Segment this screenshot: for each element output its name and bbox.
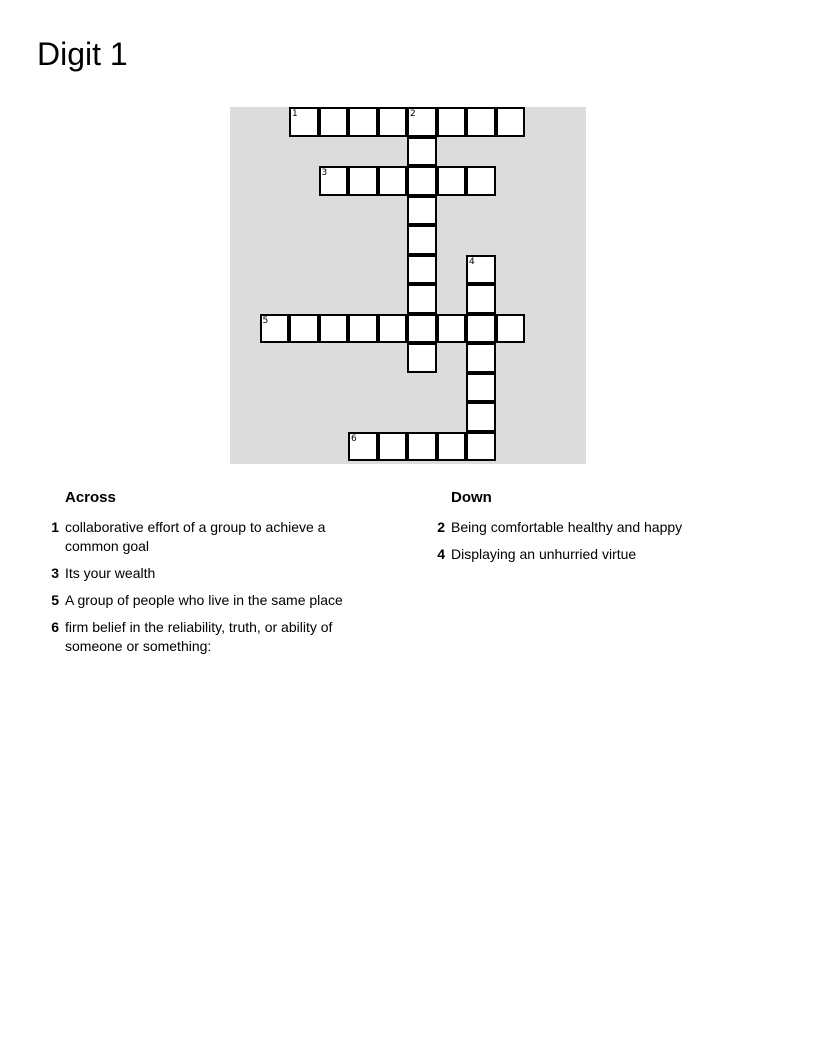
grid-cell[interactable]: [348, 314, 378, 344]
grid-cell[interactable]: [437, 432, 467, 462]
grid-cell[interactable]: [260, 314, 290, 344]
grid-cell[interactable]: [319, 314, 349, 344]
grid-cell[interactable]: [407, 314, 437, 344]
grid-cell[interactable]: [466, 432, 496, 462]
cell-number: 2: [410, 109, 416, 119]
grid-cell[interactable]: [466, 166, 496, 196]
across-clues: [40, 487, 380, 664]
down-clues: [426, 487, 726, 572]
clue-item: [40, 591, 380, 610]
cell-number: 4: [469, 256, 475, 267]
clue-number: 6: [51, 619, 59, 635]
grid-cell[interactable]: [407, 225, 437, 255]
grid-cell[interactable]: [466, 314, 496, 344]
grid-cell[interactable]: [466, 255, 496, 285]
grid-cell[interactable]: [466, 284, 496, 314]
grid-cell[interactable]: [437, 166, 467, 196]
page-title: Digit 1: [37, 36, 128, 72]
grid-cell[interactable]: [319, 166, 349, 196]
clue-number: 2: [437, 519, 445, 535]
clue-item: [40, 518, 380, 556]
grid-cell[interactable]: [407, 284, 437, 314]
clue-item: [426, 518, 726, 537]
grid-cell[interactable]: [437, 314, 467, 344]
cell-number: 3: [321, 168, 328, 178]
clue-text: A group of people who live in the same place: [65, 592, 343, 608]
grid-cell[interactable]: [466, 373, 496, 403]
clue-number: 3: [51, 565, 59, 581]
grid-cell[interactable]: [378, 107, 408, 137]
clue-text: Displaying an unhurried virtue: [451, 546, 637, 562]
grid-cell[interactable]: [437, 107, 467, 137]
grid-cell[interactable]: [407, 137, 437, 167]
clue-text: Being comfortable healthy and happy: [451, 519, 683, 535]
grid-cell[interactable]: [407, 255, 437, 285]
grid-cell[interactable]: [407, 343, 437, 373]
grid-cell[interactable]: [319, 107, 349, 137]
grid-cell[interactable]: [407, 166, 437, 196]
grid-cell[interactable]: [348, 107, 378, 137]
clue-text: collaborative effort of a group to achieve a common goal: [65, 519, 326, 554]
grid-cell[interactable]: [348, 166, 378, 196]
clue-number: 1: [51, 519, 59, 535]
clue-item: [40, 564, 380, 583]
clue-number: 4: [437, 546, 445, 562]
crossword-grid: [230, 107, 586, 464]
clue-item: [426, 545, 726, 564]
cell-number: 5: [262, 315, 269, 326]
grid-cell[interactable]: [496, 107, 526, 137]
clue-text: firm belief in the reliability, truth, or ability of someone or something:: [65, 619, 333, 654]
grid-cell[interactable]: [496, 314, 526, 344]
cell-number: 6: [351, 433, 357, 444]
grid-cell[interactable]: [378, 432, 408, 462]
grid-cell[interactable]: [378, 314, 408, 344]
clue-number: 5: [51, 592, 59, 608]
cell-number: 1: [292, 109, 298, 119]
grid-cell[interactable]: [407, 432, 437, 462]
grid-cell[interactable]: [378, 166, 408, 196]
grid-cell[interactable]: [289, 107, 319, 137]
grid-cell[interactable]: [407, 196, 437, 226]
grid-cell[interactable]: [466, 402, 496, 432]
clue-item: [40, 618, 380, 656]
clue-text: Its your wealth: [65, 565, 156, 581]
down-heading: Down: [451, 489, 492, 506]
grid-cell[interactable]: [289, 314, 319, 344]
grid-cell[interactable]: [466, 107, 496, 137]
across-heading: Across: [65, 489, 116, 506]
grid-cell[interactable]: [466, 343, 496, 373]
grid-cell[interactable]: [407, 107, 437, 137]
grid-cell[interactable]: [348, 432, 378, 462]
